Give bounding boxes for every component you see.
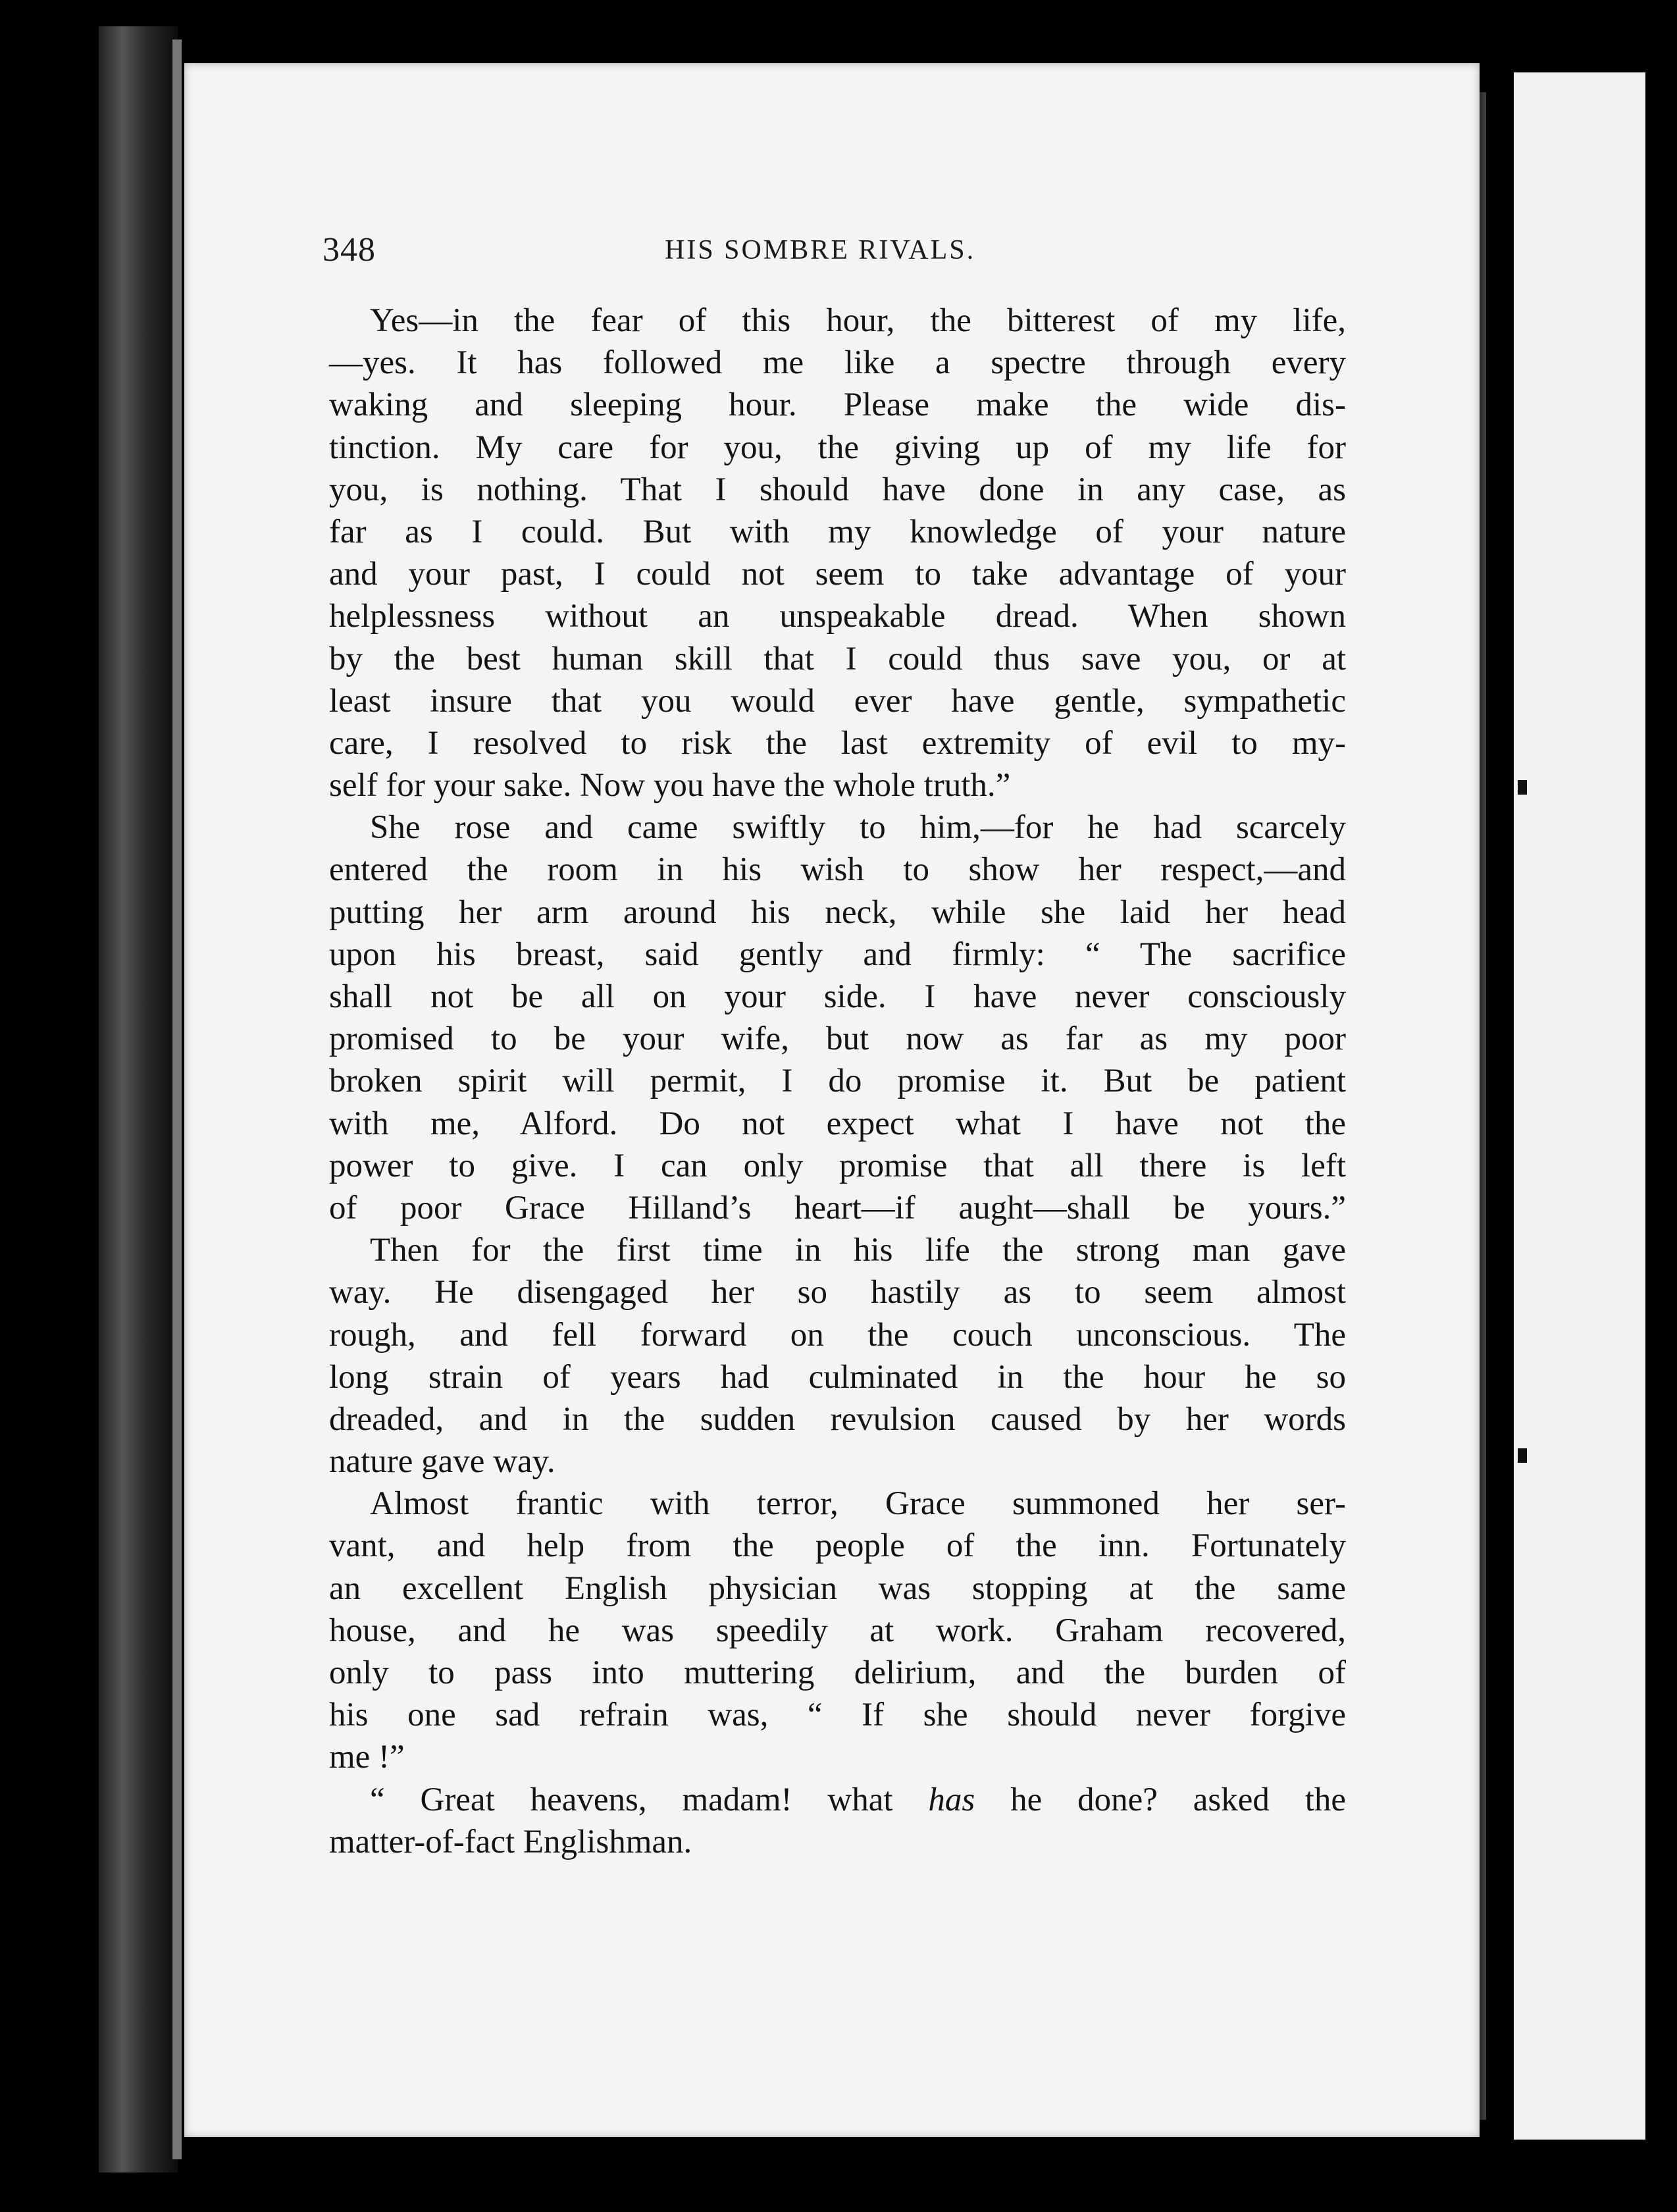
text-line [329, 1779, 1346, 1821]
text-line: only to pass into muttering delirium, and the burden of [329, 1654, 1346, 1691]
text-line: house, and he was speedily at work. Graham recovered, [329, 1612, 1346, 1649]
text-line: least insure that you would ever have gentle, sympathetic [329, 682, 1346, 720]
text-line: his one sad refrain was, “ If she should never forgive [329, 1697, 1346, 1734]
text-line: me !” [329, 1739, 405, 1776]
text-line: vant, and help from the people of the inn. Fortunately [329, 1527, 1346, 1565]
text-line: shall not be all on your side. I have never consciously [329, 978, 1346, 1015]
text-line: an excellent English physician was stopping at the same [329, 1569, 1346, 1607]
text-line: Yes—in the fear of this hour, the bitterest of my life, [370, 302, 1346, 339]
text-line: by the best human skill that I could thus save you, or at [329, 640, 1346, 677]
facing-page-mark [1518, 780, 1527, 795]
page-number: 348 [322, 231, 376, 269]
text-line: nature gave way. [329, 1443, 555, 1481]
text-line: She rose and came swiftly to him,—for he had scarcely [370, 809, 1346, 847]
facing-page-mark [1518, 1448, 1527, 1463]
text-line: way. He disengaged her so hastily as to seem almost [329, 1274, 1346, 1311]
text-line: helplessness without an unspeakable dread. When shown [329, 598, 1346, 635]
body-text [329, 300, 1346, 1863]
text-line: you, is nothing. That I should have done in any case, as [329, 471, 1346, 508]
text-line: —yes. It has followed me like a spectre through every [329, 344, 1346, 382]
text-line: care, I resolved to risk the last extremity of evil to my- [329, 724, 1346, 762]
book-spine [99, 26, 178, 2172]
text-line: and your past, I could not seem to take advantage of your [329, 556, 1346, 593]
text-line: broken spirit will permit, I do promise it. But be patient [329, 1063, 1346, 1100]
text-line: upon his breast, said gently and firmly: “ The sacrifice [329, 935, 1346, 973]
text-segment: “ Great heavens, madam! what [370, 1781, 893, 1818]
text-line: of poor Grace Hilland’s heart—if aught—shall be yours.” [329, 1189, 1346, 1226]
facing-page [1514, 72, 1645, 2140]
text-line: Almost frantic with terror, Grace summoned her ser- [370, 1485, 1346, 1523]
spine-edge [172, 40, 182, 2159]
text-line: rough, and fell forward on the couch unconscious. The [329, 1316, 1346, 1354]
text-line: long strain of years had culminated in the hour he so [329, 1358, 1346, 1396]
running-title: HIS SOMBRE RIVALS. [665, 235, 976, 265]
text-line: entered the room in his wish to show her respect,—and [329, 851, 1346, 889]
text-line: waking and sleeping hour. Please make the wide dis- [329, 386, 1346, 424]
running-head [322, 230, 1349, 276]
text-segment: he done? asked the [1010, 1781, 1347, 1818]
text-line: power to give. I can only promise that all there is left [329, 1147, 1346, 1184]
text-line: matter-of-fact Englishman. [329, 1823, 692, 1860]
text-line: promised to be your wife, but now as far as my poor [329, 1020, 1346, 1058]
italic-text: has [928, 1781, 975, 1818]
text-line: self for your sake. Now you have the whole truth.” [329, 767, 1011, 804]
text-line: dreaded, and in the sudden revulsion caused by her words [329, 1400, 1346, 1438]
text-line: putting her arm around his neck, while she laid her head [329, 893, 1346, 931]
text-line: Then for the first time in his life the strong man gave [370, 1232, 1346, 1269]
text-line: with me, Alford. Do not expect what I have not the [329, 1105, 1346, 1142]
text-line: far as I could. But with my knowledge of your nature [329, 513, 1346, 550]
text-line: tinction. My care for you, the giving up of my life for [329, 429, 1346, 466]
